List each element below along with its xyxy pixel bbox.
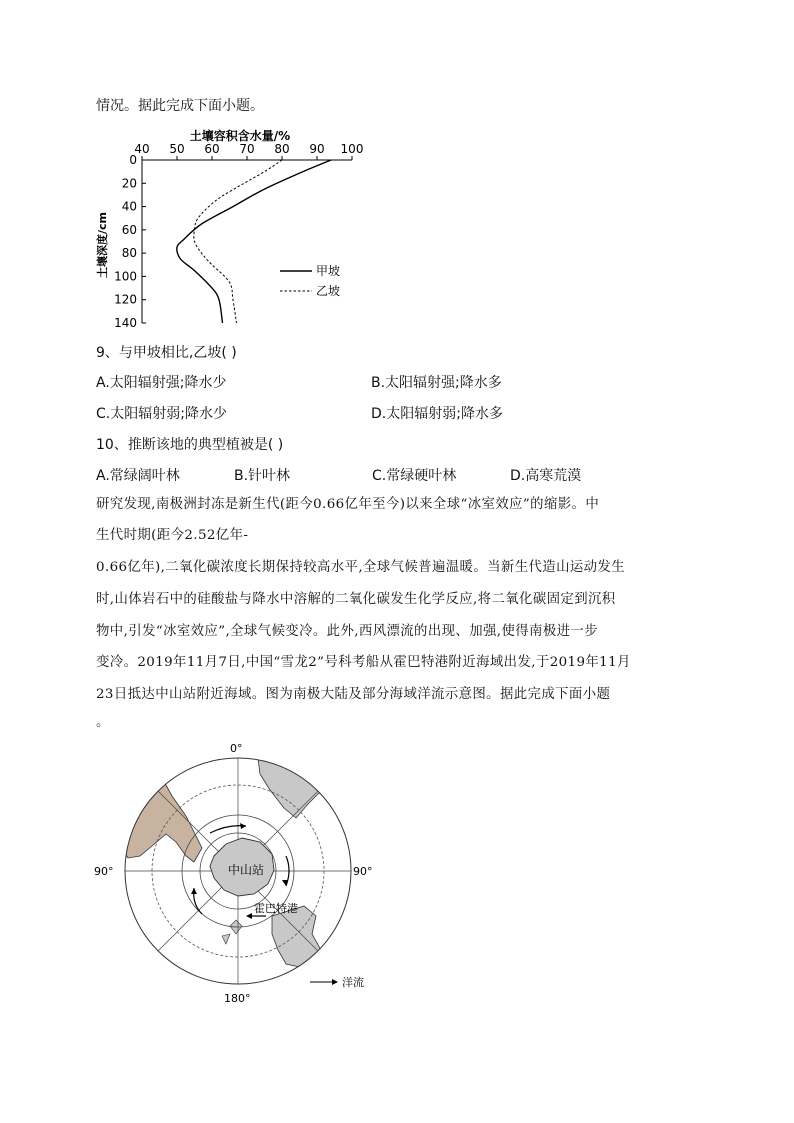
longitude-label-90-west: 90° <box>94 865 114 878</box>
soil-moisture-chart <box>90 128 380 333</box>
passage-line-4: 时,山体岩石中的硅酸盐与降水中溶解的二氧化碳发生化学反应,将二氧化碳固定到沉积 <box>96 592 616 607</box>
q9-option-d[interactable]: D.太阳辐射弱;降水多 <box>371 406 503 422</box>
legend-label-jia: 甲坡 <box>316 264 341 278</box>
q10-stem: 10、推断该地的典型植被是( ) <box>96 437 284 453</box>
passage-line-2: 生代时期(距今2.52亿年- <box>96 528 249 543</box>
intro-tail-text: 情况。据此完成下面小题。 <box>96 98 264 114</box>
passage-line-6: 变冷。2019年11月7日,中国“雪龙2”号科考船从霍巴特港附近海域出发,于2019年11月 <box>96 655 631 670</box>
passage-line-1: 研究发现,南极洲封冻是新生代(距今0.66亿年至今)以来全球“冰室效应”的缩影。中 <box>96 497 600 512</box>
series-line-jia <box>177 160 331 323</box>
longitude-label-90-east: 90° <box>353 865 373 878</box>
x-tick-label: 80 <box>274 142 290 156</box>
passage-line-8: 。 <box>96 715 110 730</box>
y-tick-label: 0 <box>129 153 137 167</box>
q9-option-c[interactable]: C.太阳辐射弱;降水少 <box>96 406 227 422</box>
q9-stem: 9、与甲坡相比,乙坡( ) <box>96 345 237 361</box>
chart-title: 土壤容积含水量/% <box>189 129 291 143</box>
passage-line-5: 物中,引发“冰室效应”,全球气候变冷。此外,西风漂流的出现、加强,使得南极进一步 <box>96 624 598 639</box>
antarctic-current-map <box>90 738 390 1010</box>
x-tick-label: 40 <box>134 142 150 156</box>
passage-line-7: 23日抵达中山站附近海域。图为南极大陆及部分海域洋流示意图。据此完成下面小题 <box>96 687 611 702</box>
y-axis-label: 土壤深度/cm <box>96 212 109 278</box>
y-tick-label: 120 <box>114 292 137 307</box>
longitude-label-180: 180° <box>224 992 251 1005</box>
q10-option-b[interactable]: B.针叶林 <box>234 468 291 484</box>
q10-option-d[interactable]: D.高寒荒漠 <box>510 468 582 484</box>
x-tick-label: 90 <box>309 142 325 156</box>
x-tick-label: 100 <box>340 142 364 156</box>
passage-line-3: 0.66亿年),二氧化碳浓度长期保持较高水平,全球气候普遍温暖。当新生代造山运动发生 <box>96 560 626 575</box>
x-tick-label: 60 <box>204 142 220 156</box>
q9-option-a[interactable]: A.太阳辐射强;降水少 <box>96 375 227 391</box>
hobart-port-label: 霍巴特港 <box>254 902 298 915</box>
y-tick-label: 20 <box>121 176 137 191</box>
legend-current-label: 洋流 <box>342 976 364 989</box>
q10-option-c[interactable]: C.常绿硬叶林 <box>372 468 457 484</box>
q10-option-a[interactable]: A.常绿阔叶林 <box>96 468 180 484</box>
legend-current-arrow-head <box>332 979 338 985</box>
series-line-yi <box>194 160 282 323</box>
x-tick-label: 50 <box>169 142 185 156</box>
y-tick-label: 60 <box>121 222 137 237</box>
legend-label-yi: 乙坡 <box>316 284 341 298</box>
y-tick-label: 40 <box>121 199 137 214</box>
y-tick-label: 100 <box>114 269 137 284</box>
x-tick-label: 70 <box>239 142 255 156</box>
longitude-label-0: 0° <box>230 742 243 755</box>
q9-option-b[interactable]: B.太阳辐射强;降水多 <box>371 375 502 391</box>
y-tick-label: 80 <box>121 246 137 261</box>
y-tick-label: 140 <box>114 316 137 330</box>
zhongshan-station-label: 中山站 <box>228 863 265 877</box>
